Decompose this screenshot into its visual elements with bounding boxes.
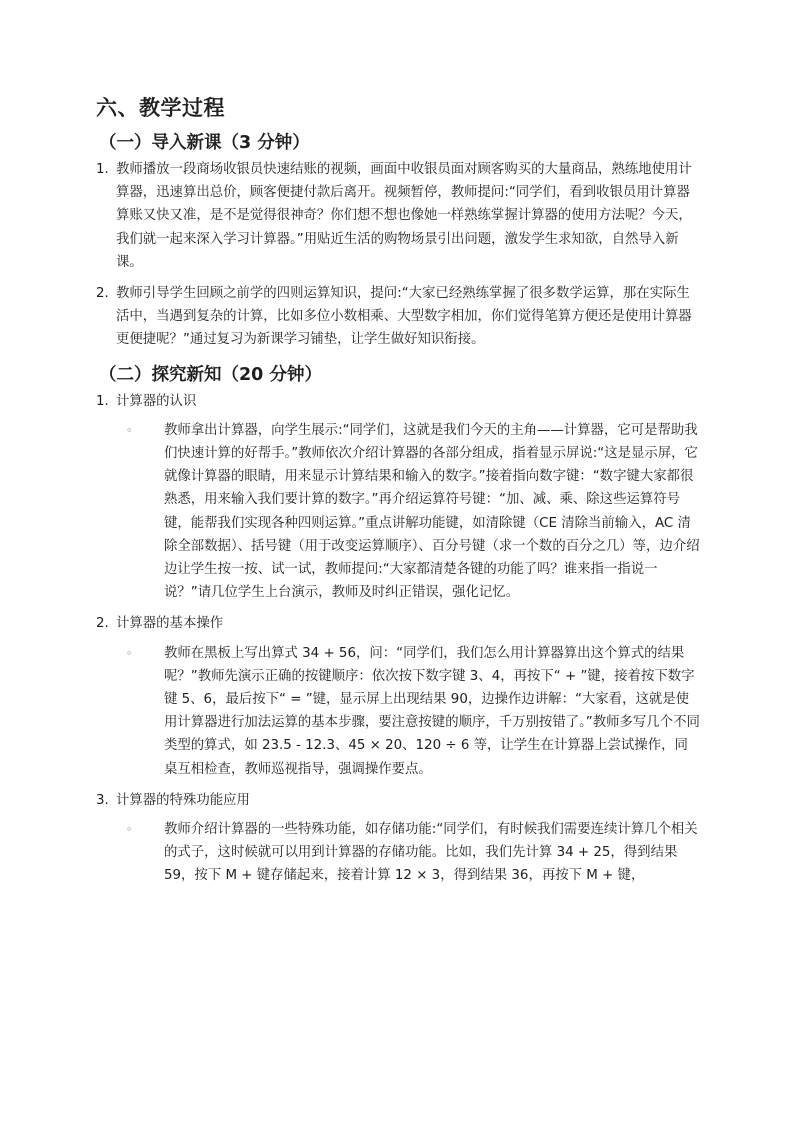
section-title-intro: （一）导入新课（3 分钟） [99, 133, 310, 153]
sub-item-text: 教师介绍计算器的一些特殊功能，如存储功能:“同学们，有时候我们需要连续计算几个相关的式子，这时候就可以用到计算器的存储功能。比如，我们先计算 34 + 25，得到结果 59，按下 M + 键存储起来，接着计算 12 × 3，得到结果 36，再按下 M + 键， [164, 822, 698, 884]
item-label: 计算器的基本操作 [116, 616, 224, 632]
hollow-bullet-icon: ◦ [126, 646, 133, 660]
item-text: 教师引导学生回顾之前学的四则运算知识，提问:“大家已经熟练掌握了很多数学运算，那在实际生活中，当遇到复杂的计算，比如多位小数相乘、大型数字相加，你们觉得笔算方便还是使用计算器更便捷呢？”通过复习为新课学习铺垫，让学生做好知识衔接。 [116, 286, 692, 348]
page-heading: 六、教学过程 [96, 96, 225, 120]
item-label: 计算器的认识 [116, 393, 197, 409]
sub-item-text: 教师在黑板上写出算式 34 + 56，问：“同学们，我们怎么用计算器算出这个算式的结果呢？”教师先演示正确的按键顺序：依次按下数字键 3、4，再按下“ + ”键，接着按下数字键 5、6，最后按下“ = ”键，显示屏上出现结果 90，边操作边讲解：“大家看，这就是使用计算器进行加法运算的基本步骤，要注意按键的顺序，千万别按错了。”教师多写几个不同类型的算式，如 23.5 - 12.3、45 × 20、120 ÷ 6 等，让学生在计算器上尝试操作，同桌互相检查，教师巡视指导，强调操作要点。 [164, 645, 700, 777]
sub-item-text: 教师拿出计算器，向学生展示:“同学们，这就是我们今天的主角——计算器，它可是帮助我们快速计算的好帮手。”教师依次介绍计算器的各部分组成，指着显示屏说:“这是显示屏，它就像计算器的眼睛，用来显示计算结果和输入的数字。”接着指向数字键：“数字键大家都很熟悉，用来输入我们要计算的数字。”再介绍运算符号键：“加、减、乘、除这些运算符号键，能帮我们实现各种四则运算。”重点讲解功能键，如清除键（CE 清除当前输入，AC 清除全部数据）、括号键（用于改变运算顺序）、百分号键（求一个数的百分之几）等，边介绍边让学生按一按、试一试，教师提问:“大家都清楚各键的功能了吗？谁来指一指说一说？”请几位学生上台演示，教师及时纠正错误，强化记忆。 [164, 422, 700, 601]
item-number: 1. [96, 162, 109, 177]
sub-item [116, 419, 700, 605]
list-item [96, 390, 700, 605]
item-label: 计算器的特殊功能应用 [116, 792, 250, 808]
hollow-bullet-icon: ◦ [126, 823, 133, 837]
sub-item [116, 818, 700, 888]
item-number: 3. [96, 792, 109, 808]
section-title-explore: （二）探究新知（20 分钟） [99, 364, 322, 385]
item-number: 2. [96, 616, 109, 632]
hollow-bullet-icon: ◦ [126, 423, 133, 437]
list-item [96, 158, 700, 274]
intro-list [96, 158, 700, 352]
list-item [96, 282, 700, 352]
sub-item [116, 642, 700, 781]
explore-list [96, 390, 700, 888]
item-number: 2. [96, 286, 109, 302]
item-text: 教师播放一段商场收银员快速结账的视频，画面中收银员面对顾客购买的大量商品，熟练地使用计算器，迅速算出总价，顾客便捷付款后离开。视频暂停，教师提问:“同学们，看到收银员用计算器算账又快又准，是不是觉得很神奇？你们想不想也像她一样熟练掌握计算器的使用方法呢？今天，我们就一起来深入学习计算器。”用贴近生活的购物场景引出问题，激发学生求知欲，自然导入新课。 [116, 162, 692, 270]
item-number: 1. [96, 393, 109, 409]
list-item [96, 612, 700, 780]
list-item [96, 789, 700, 888]
